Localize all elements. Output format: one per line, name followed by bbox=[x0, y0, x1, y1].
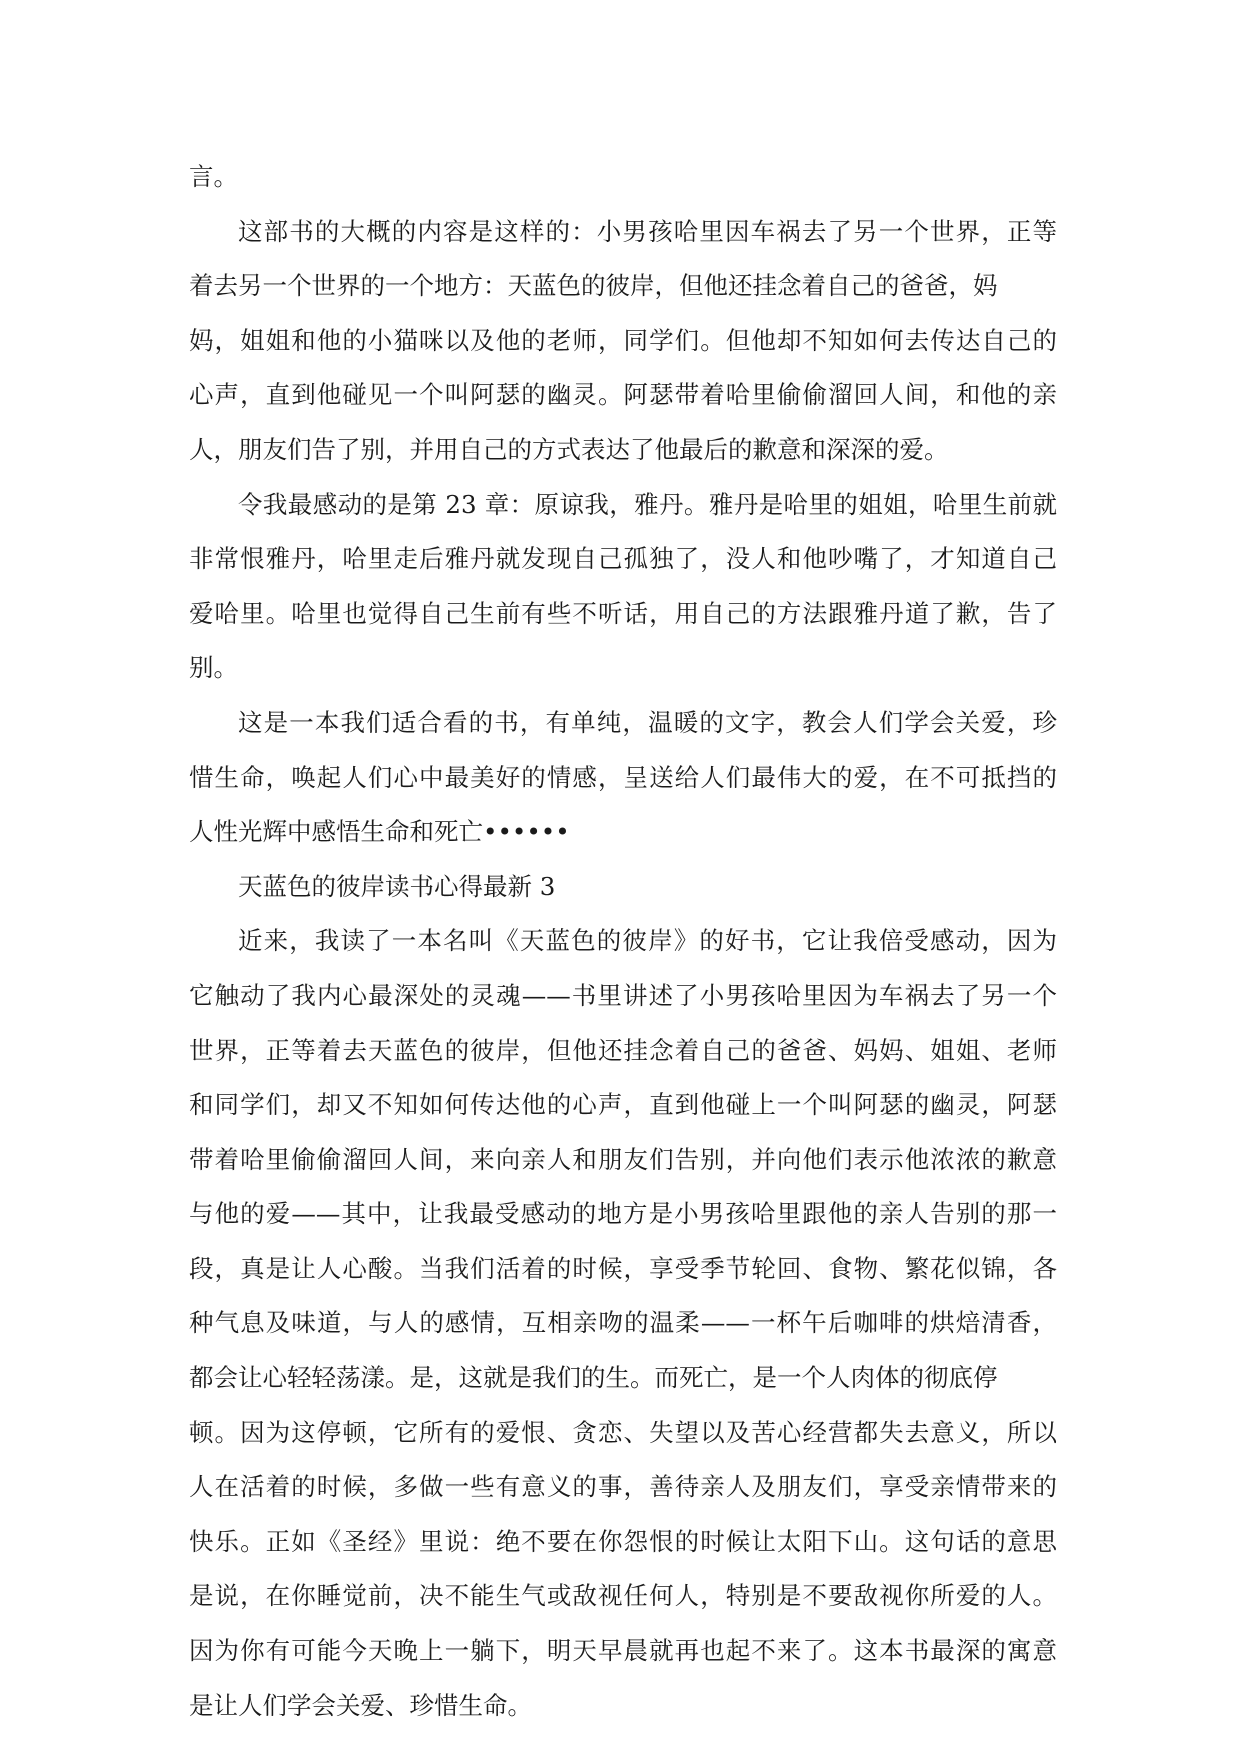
text-line: 与他的爱——其中，让我最受感动的地方是小男孩哈里跟他的亲人告别的那一 bbox=[189, 1199, 1057, 1229]
text-line: 段，真是让人心酸。当我们活着的时候，享受季节轮回、食物、繁花似锦，各 bbox=[189, 1253, 1057, 1283]
text-line: 妈，姐姐和他的小猫咪以及他的老师，同学们。但他却不知如何去传达自己的 bbox=[189, 325, 1057, 355]
document-body bbox=[189, 150, 1057, 1733]
text-line: 种气息及味道，与人的感情，互相亲吻的温柔——一杯午后咖啡的烘焙清香， bbox=[189, 1308, 1057, 1338]
text-line: 近来，我读了一本名叫《天蓝色的彼岸》的好书，它让我倍受感动，因为 bbox=[238, 926, 1057, 956]
text-line: 天蓝色的彼岸读书心得最新 3 bbox=[238, 871, 556, 901]
text-line: 快乐。正如《圣经》里说：绝不要在你怨恨的时候让太阳下山。这句话的意思 bbox=[189, 1526, 1057, 1556]
text-line: 着去另一个世界的一个地方：天蓝色的彼岸，但他还挂念着自己的爸爸，妈 bbox=[189, 271, 998, 301]
text-line: 带着哈里偷偷溜回人间，来向亲人和朋友们告别，并向他们表示他浓浓的歉意 bbox=[189, 1144, 1057, 1174]
text-line: 非常恨雅丹，哈里走后雅丹就发现自己孤独了，没人和他吵嘴了，才知道自己 bbox=[189, 544, 1057, 574]
text-line: 人在活着的时候，多做一些有意义的事，善待亲人及朋友们，享受亲情带来的 bbox=[189, 1472, 1057, 1502]
text-line: 心声，直到他碰见一个叫阿瑟的幽灵。阿瑟带着哈里偷偷溜回人间，和他的亲 bbox=[189, 380, 1057, 410]
text-line: 是让人们学会关爱、珍惜生命。 bbox=[189, 1690, 532, 1720]
text-line: 顿。因为这停顿，它所有的爱恨、贪恋、失望以及苦心经营都失去意义，所以 bbox=[189, 1417, 1057, 1447]
text-line: 言。 bbox=[189, 162, 238, 191]
text-line: 人，朋友们告了别，并用自己的方式表达了他最后的歉意和深深的爱。 bbox=[189, 434, 949, 464]
text-line: 世界，正等着去天蓝色的彼岸，但他还挂念着自己的爸爸、妈妈、姐姐、老师 bbox=[189, 1035, 1057, 1065]
text-line: 令我最感动的是第 23 章：原谅我，雅丹。雅丹是哈里的姐姐，哈里生前就 bbox=[238, 489, 1057, 519]
text-line: 惜生命，唤起人们心中最美好的情感，呈送给人们最伟大的爱，在不可抵挡的 bbox=[189, 762, 1057, 792]
text-line: 是说，在你睡觉前，决不能生气或敌视任何人，特别是不要敌视你所爱的人。 bbox=[189, 1581, 1057, 1611]
text-line: 因为你有可能今天晚上一躺下，明天早晨就再也起不来了。这本书最深的寓意 bbox=[189, 1636, 1057, 1666]
text-line: 它触动了我内心最深处的灵魂——书里讲述了小男孩哈里因为车祸去了另一个 bbox=[189, 980, 1057, 1010]
text-line: 和同学们，却又不知如何传达他的心声，直到他碰上一个叫阿瑟的幽灵，阿瑟 bbox=[189, 1090, 1057, 1120]
text-line: 这是一本我们适合看的书，有单纯，温暖的文字，教会人们学会关爱，珍 bbox=[238, 707, 1057, 737]
text-line: 都会让心轻轻荡漾。是，这就是我们的生。而死亡，是一个人肉体的彻底停 bbox=[189, 1363, 998, 1393]
text-line: 别。 bbox=[189, 653, 238, 683]
text-line: 这部书的大概的内容是这样的：小男孩哈里因车祸去了另一个世界，正等 bbox=[238, 216, 1057, 246]
text-line: 爱哈里。哈里也觉得自己生前有些不听话，用自己的方法跟雅丹道了歉，告了 bbox=[189, 598, 1057, 628]
text-line: 人性光辉中感悟生命和死亡•••••• bbox=[189, 817, 570, 847]
